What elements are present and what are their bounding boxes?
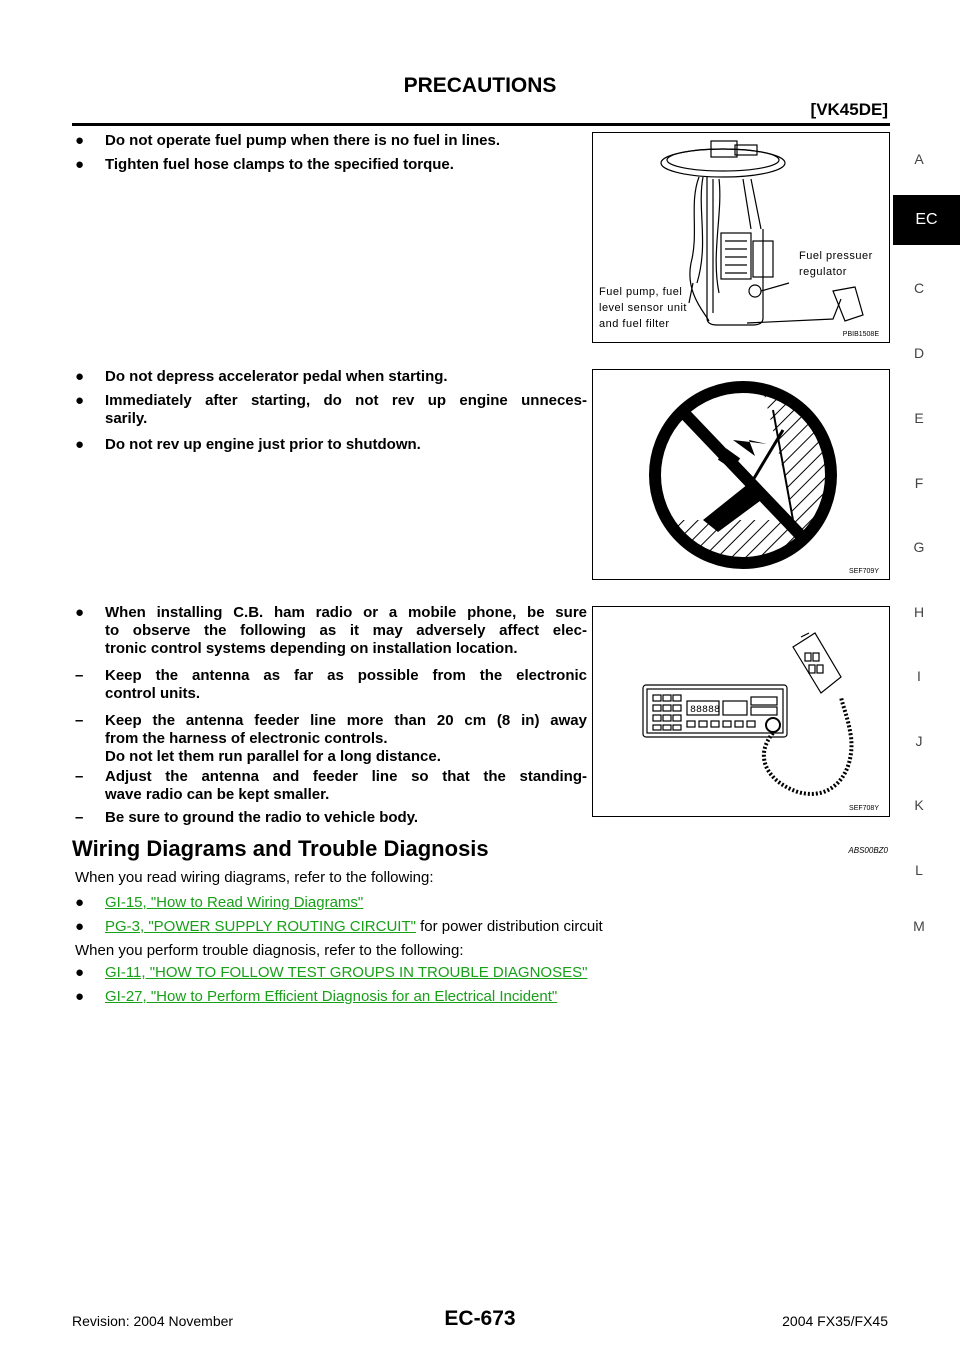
- bullet-dot: ●: [75, 964, 85, 981]
- cb-radio-illustration: [593, 607, 889, 816]
- radio-display-digits: 88888: [690, 705, 721, 716]
- index-tab-h[interactable]: H: [913, 604, 925, 620]
- sub-item-ground-radio: – Be sure to ground the radio to vehicle body.: [75, 809, 419, 826]
- sub-item-standing-wave: – Adjust the antenna and feeder line so that the standing- wave radio can be kept smaller.: [75, 768, 587, 803]
- dash-marker: –: [75, 809, 84, 826]
- section-title: Wiring Diagrams and Trouble Diagnosis: [72, 836, 489, 861]
- bullet-dot: ●: [75, 604, 85, 621]
- label-fuel-pump-3: and fuel filter: [599, 318, 670, 330]
- bullet-rev-after-start: ● Immediately after starting, do not rev up engine unneces- sarily.: [75, 392, 587, 427]
- dash-marker: –: [75, 667, 84, 684]
- bullet-accelerator: ● Do not depress accelerator pedal when starting.: [75, 368, 448, 385]
- label-fuel-pressure-regulator-1: Fuel pressuer: [799, 250, 873, 262]
- bullet-dot: ●: [75, 436, 85, 453]
- bullet-rev-shutdown: ● Do not rev up engine just prior to shutdown.: [75, 436, 421, 453]
- header-rule: [72, 123, 890, 126]
- link-pg-3[interactable]: PG-3, "POWER SUPPLY ROUTING CIRCUIT": [105, 918, 416, 935]
- bullet-dot: ●: [75, 392, 85, 409]
- label-fuel-pump-1: Fuel pump, fuel: [599, 286, 683, 298]
- bullet-fuel-pump: ● Do not operate fuel pump when there is no fuel in lines.: [75, 132, 501, 149]
- label-fuel-pump-2: level sensor unit: [599, 302, 687, 314]
- footer-revision: Revision: 2004 November: [72, 1313, 234, 1329]
- bullet-dot: ●: [75, 918, 85, 935]
- index-tab-i[interactable]: I: [917, 668, 921, 684]
- dash-marker: –: [75, 712, 84, 729]
- bullet-dot: ●: [75, 156, 85, 173]
- figure-radio: [592, 606, 890, 817]
- index-tab-a[interactable]: A: [914, 151, 924, 167]
- bullet-dot: ●: [75, 894, 85, 911]
- index-tab-f[interactable]: F: [914, 475, 924, 491]
- section-ref-code: ABS00BZ0: [848, 846, 888, 855]
- figure-code: SEF709Y: [849, 568, 879, 575]
- engine-code: [VK45DE]: [810, 100, 888, 119]
- intro-diagnosis: When you perform trouble diagnosis, refer to the following:: [75, 942, 464, 959]
- dash-marker: –: [75, 768, 84, 785]
- intro-wiring: When you read wiring diagrams, refer to the following:: [75, 869, 434, 886]
- footer-model: 2004 FX35/FX45: [782, 1313, 888, 1329]
- index-tab-j[interactable]: J: [915, 733, 923, 749]
- link-item-efficient-diagnosis: [75, 988, 557, 1005]
- page-title: PRECAUTIONS: [403, 74, 557, 97]
- label-fuel-pressure-regulator-2: regulator: [799, 266, 847, 278]
- sub-item-feeder-line: – Keep the antenna feeder line more than 20 cm (8 in) away from the harness of electronic controls. Do not let them run parallel for a long distance.: [75, 712, 587, 765]
- bullet-dot: ●: [75, 368, 85, 385]
- figure-code: PBIB1508E: [842, 331, 879, 338]
- index-tab-e[interactable]: E: [914, 410, 924, 426]
- index-tab-m[interactable]: M: [913, 918, 925, 934]
- link-item-wiring-diagrams: [75, 894, 363, 911]
- bullet-dot: ●: [75, 132, 85, 149]
- bullet-hose-clamps: ● Tighten fuel hose clamps to the specified torque.: [75, 156, 454, 173]
- link-gi-27[interactable]: GI-27, "How to Perform Efficient Diagnosis for an Electrical Incident": [105, 988, 558, 1005]
- index-tab-l[interactable]: L: [915, 862, 923, 878]
- link-suffix: for power distribution circuit: [415, 918, 603, 935]
- link-item-test-groups: [75, 964, 587, 981]
- bullet-dot: ●: [75, 988, 85, 1005]
- figure-no-rev: [592, 369, 890, 580]
- fuel-pump-illustration: [593, 133, 889, 342]
- index-tab-ec-active[interactable]: EC: [893, 195, 960, 245]
- figure-fuel-pump: [592, 132, 890, 343]
- footer-page-number: EC-673: [444, 1307, 516, 1330]
- prohibited-pedal-illustration: [593, 370, 889, 579]
- link-gi-15[interactable]: GI-15, "How to Read Wiring Diagrams": [105, 894, 364, 911]
- index-tab-k[interactable]: K: [914, 797, 924, 813]
- sub-item-antenna-distance: – Keep the antenna as far as possible from the electronic control units.: [75, 667, 587, 702]
- bullet-radio: ● When installing C.B. ham radio or a mobile phone, be sure to observe the following as it may adversely affect elec- tronic control systems depending on installation location.: [75, 604, 587, 657]
- link-item-power-supply: [75, 918, 603, 935]
- index-tab-d[interactable]: D: [913, 345, 925, 361]
- figure-code: SEF708Y: [849, 805, 879, 812]
- link-gi-11[interactable]: GI-11, "HOW TO FOLLOW TEST GROUPS IN TROUBLE DIAGNOSES": [105, 964, 588, 981]
- index-tab-c[interactable]: C: [913, 280, 925, 296]
- index-tab-g[interactable]: G: [913, 539, 925, 555]
